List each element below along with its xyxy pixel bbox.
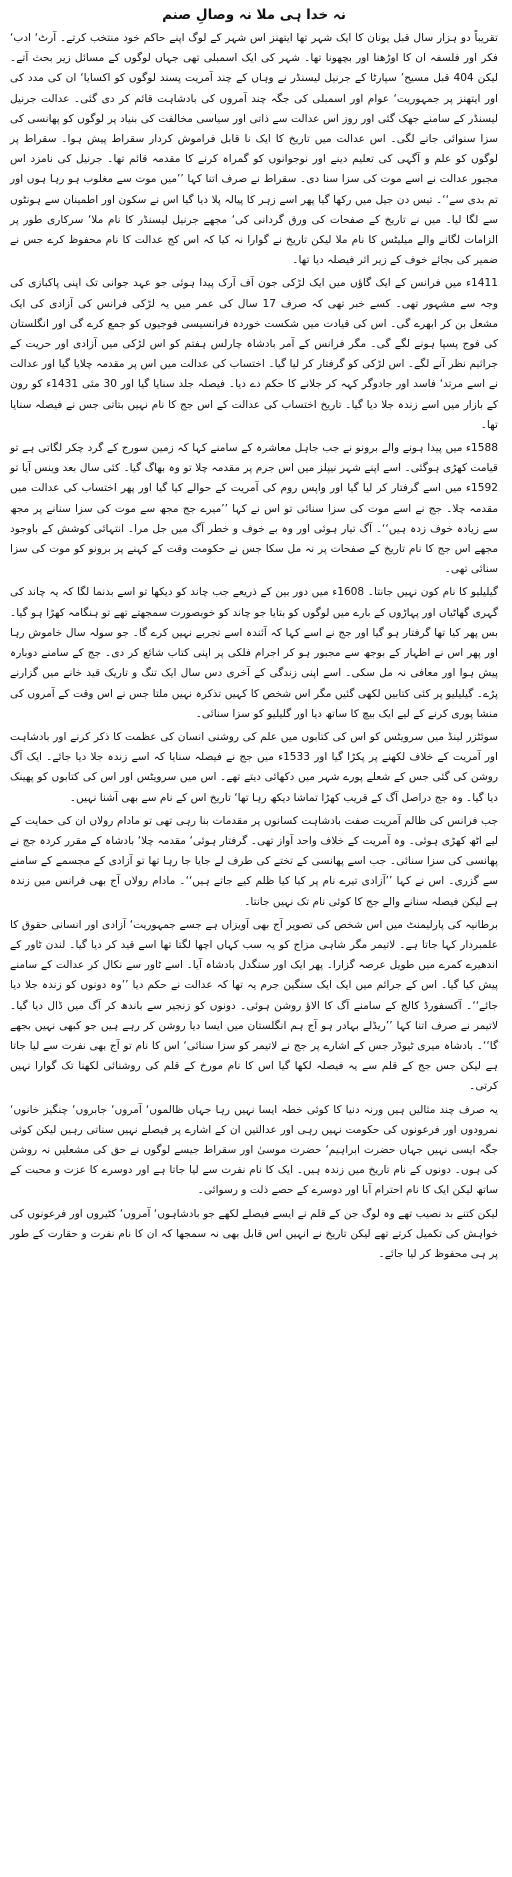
paragraph: برطانیہ کی پارلیمنٹ میں اس شخص کی تصویر آج بھی آویزاں ہے جسے جمہوریت‘ آزادی اور انسانی حقوق کا علمبردار کہا جاتا ہے۔ لاتیمر مگر شاہی مزاج کو یہ سب کہاں اچھا لگتا تھا اسے قید کر دیا گیا۔ لندن ٹاور کے اندھیرے کمرے میں طویل عرصہ گزارا۔ پھر ایک اور سنگدل بادشاہ آیا۔ اسے ٹاور سے نکال کر عدالت کے سامنے پیش کیا گیا۔ اس کے جرائم میں ایک ایک سنگین جرم یہ تھا کہ عدالت نے حکم دیا ’’وہ دونوں کو زندہ جلا دیا جائے‘‘۔ آکسفورڈ کالج کے سامنے آگ کا الاؤ روشن ہوئی۔ دونوں کو زنجیر سے باندھ کر آگ میں ڈال دیا گیا۔ لاتیمر نے صرف اتنا کہا ’’ریڈلے بہادر ہو آج ہم انگلستان میں ایسا دیا روشن کر رہے ہیں جو کبھی نہیں بجھے گا‘‘۔ بادشاہ میری ٹیوڈر جس کے اشارے پر جج نے لاتیمر کو سزا سنائی‘ اس کا نام تو آج بھی نفرت سے لیا جاتا ہے لیکن جس جج کے قلم سے یہ فیصلہ لکھا گیا اس کا نام مورخ کے قلم کی روشنائی لکھنا تک گوارا نہیں کرتی۔ bbox=[10, 918, 498, 1093]
paragraph: یہ صرف چند مثالیں ہیں ورنہ دنیا کا کوئی خطہ ایسا نہیں رہا جہاں ظالموں‘ آمروں‘ جابروں‘ چنگیز خانوں‘ نمرودوں اور فرعونوں کی حکومت نہیں رہی اور عدالتیں ان کے اشارے پر فیصلے نہیں سناتی رہیں لیکن کوئی جگہ ایسی نہیں جہاں حضرت ابراہیم‘ حضرت موسیٰ اور سقراط جیسے لوگوں نے حق کی مشعلیں نہ روشن کی ہوں۔ دونوں کے نام تاریخ میں زندہ ہیں۔ ایک کا نام نفرت سے لیا جاتا ہے اور دوسرے کا عزت و محبت کے ساتھ لیکن ایک کا نام احترام آبا اور دوسرے کے حصے ذلت و رسوائی۔ bbox=[10, 1103, 498, 1197]
paragraph: گیلیلیو کا نام کون نہیں جانتا۔ 1608ء میں دور بین کے ذریعے جب چاند کو دیکھا تو اسے بدنما لگا کہ یہ چاند کی گہری گھاٹیاں اور پہاڑوں کے بارے میں لوگوں کو بتایا جو چاند کو خوبصورت سمجھتے تھے تو ہنگامہ کھڑا ہو گیا۔ بس پھر کیا تھا گرفتار ہو گیا اور جج نے اسے کہا کہ آئندہ اسے تجربے نہیں کرے گا۔ جو سولہ سال خاموش رہا اور پھر اس نے اظہار کے بوجھ سے مجبور ہو کر اجرام فلکی پر اپنی کتاب شائع کر دی۔ جج کے سامنے دوبارہ پیش ہوا اور معافی نہ مل سکی۔ اسے اپنی زندگی کے آخری دس سال ایک تنگ و تاریک قید خانے میں گزارنے پڑے۔ گیلیلیو پر کئی کتابیں لکھی گئیں مگر اس شخص کا کہیں تذکرہ نہیں ملتا جس نے اس وقت کے آمروں کی منشا پوری کرنے کے لیے ایک بیچ کا ساتھ دیا اور گلیلیو کو سزا سنائی۔ bbox=[10, 586, 498, 720]
paragraph: لیکن کتنے بد نصیب تھے وہ لوگ جن کے قلم نے ایسے فیصلے لکھے جو بادشاہوں‘ آمروں‘ کٹیروں اور فرعونوں کی خواہش کی تکمیل کرتے تھے لیکن تاریخ نے انہیں اس قابل بھی نہ سمجھا کہ ان کا نام نفرت و حقارت کے طور پر ہی محفوظ کر لیا جائے۔ bbox=[10, 1207, 498, 1260]
paragraph: تقریباً دو ہزار سال قبل یونان کا ایک شہر تھا ایتھنز اس شہر کے لوگ اپنے حاکم خود منتخب کرتے۔ آرٹ‘ ادب‘ فکر اور فلسفہ ان کا اوڑھنا اور بچھونا تھا۔ شہر کی ایک اسمبلی تھی جہاں لوگوں کے مسائل زیر بحث آتے۔ لیکن 404 قبل مسیح’ سپارٹا کے جرنیل لیسنڈر نے وہاں کے چند آمریت پسند لوگوں کو اکسایا‘ ان کی مدد کی اور ایتھنز پر جمہوریت‘ عوام اور اسمبلی کی جگہ چند آمروں کی بادشاہت قائم کر دی گئی۔ عدالت جرنیل لیسنڈر کے سامنے جھک گئی اور روز اس عدالت سے ذاتی اور سیاسی مخالفت کی بنیاد پر لوگوں کو پھانسی کی سزا سنوائی جانے لگی۔ اس عدالت میں تاریخ کا ایک نا قابل فراموش کردار سقراط پیش ہوا۔ سقراط پر لوگوں کو علم و آگہی کی تعلیم دینے اور نوجوانوں کو گمراہ کرنے کا مقدمہ قائم تھا۔ جرنیل کی نامزد اس مجبور عدالت نے اسے موت کی سزا سنا دی۔ سقراط نے صرف اتنا کہا ’’میں موت سے مغلوب ہو رہا ہوں اور تم بدی سے‘‘۔ تیس دن جیل میں رکھا گیا پھر اسے زہر کا پیالہ پلا دیا گیا اس نے سکون اور اطمینان سے ہونٹوں سے لگا لیا۔ میں نے تاریخ کے صفحات کی ورق گردانی کی‘ مجھے جرنیل لیسنڈر کا نام ملا‘ سرکاری طور پر الزامات لگانے والے میلیٹس کا نام ملا لیکن تاریخ نے گوارا نہ کیا کہ اس کج عدالت کا نام محفوظ کرے جس نے ضمیر کی بجائے خوف کے زیر اثر فیصلہ دیا تھا۔ bbox=[10, 32, 498, 267]
article-body bbox=[10, 28, 498, 1264]
paragraph: جب فرانس کی ظالم آمریت صفت بادشاہت کسانوں پر مقدمات بنا رہی تھی تو مادام رولاں ان کی حمایت کے لیے اٹھ کھڑی ہوئی۔ وہ آمریت کے خلاف واحد آواز تھی۔ گرفتار ہوئی‘ مقدمہ چلا‘ بادشاہ کے مقرر کردہ جج نے پھانسی کی سزا سنائی۔ جب اسے پھانسی کے تختے کی طرف لے جایا جا رہا تھا تو آزادی کے مجسمے کے سامنے سے گزری۔ اس نے کہا ’’آزادی تیرے نام پر کیا کیا ظلم کیے جاتے ہیں‘‘۔ مادام رولاں آج بھی فرانس میں زندہ ہے لیکن فیصلہ سنانے والے جج کا کوئی نام تک نہیں جانتا۔ bbox=[10, 814, 498, 908]
paragraph: سوئٹزر لینڈ میں سرویٹس کو اس کی کتابوں میں علم کی روشنی انسان کی عظمت کا ذکر کرنے اور بادشاہت اور آمریت کے خلاف لکھنے پر پکڑا گیا اور 1533ء میں جج نے فیصلہ سنایا کہ اسے زندہ جلا دیا جائے۔ ایک آگ روشن کی گئی جس کے شعلے پورے شہر میں دکھائی دیتے تھے۔ اس میں سرویٹس اور اس کی کتابوں کو پھینک دیا گیا۔ وہ جج دراصل آگ کے قریب کھڑا تماشا دیکھ رہا تھا‘ تاریخ اس کے نام سے بھی آشنا نہیں۔ bbox=[10, 730, 498, 804]
paragraph: 1411ء میں فرانس کے ایک گاؤں میں ایک لڑکی جون آف آرک پیدا ہوئی جو عہد جوانی تک اپنی پاکبازی کی وجہ سے مشہور تھی۔ کسے خبر تھی کہ صرف 17 سال کی عمر میں یہ لڑکی فرانس کی آزادی کی ایک مشعل بن کر ابھرے گی۔ اس کی قیادت میں شکست خوردہ فرانسیسی فوجیوں کو جمع کرے گی اور انگلستان کی فوج پسپا ہونے لگے گی۔ مگر فرانس کے آمر بادشاہ چارلس ہفتم کو اس لڑکی میں آزادی اور حریت کے جراثیم نظر آنے لگے۔ اس لڑکی کو گرفتار کر لیا گیا۔ اختساب کی عدالت میں اس پر مقدمہ چلایا گیا اور عدالت نے اسے مرتد‘ فاسد اور جادوگر کہہ کر جلانے کا حکم دے دیا۔ فیصلہ جلد سنایا گیا اور 30 مئی 1431ء کو رون کے بازار میں اسے زندہ جلا دیا گیا۔ تاریخ اختساب کی عدالت کے اس جج کا نام نہیں بتاتی جس نے فیصلہ سنایا تھا۔ bbox=[10, 277, 499, 431]
paragraph: 1588ء میں پیدا ہونے والے برونو نے جب جاہل معاشرہ کے سامنے کہا کہ زمین سورج کے گرد چکر لگاتی ہے تو قیامت کھڑی ہوگئی۔ اسے اپنے شہر نیپلز میں اس جرم پر مقدمہ چلا تو وہ بھاگ گیا۔ کئی سال بعد وینس آیا تو 1592ء میں اسے گرفتار کر لیا گیا اور واپس روم کی آمریت کے حوالے کیا گیا اور پھر اختساب کی عدالت میں مقدمہ چلا۔ جج نے اسے موت کی سزا سنائی تو اس نے کہا ’’میرے جج مجھ سے موت کی سزا سنانے پر مجھ سے زیادہ خوف زدہ ہیں‘‘۔ آگ تیار ہوئی اور وہ بے خوف و خطر آگ میں جل مرا۔ انتہائی کوشش کے باوجود مجھے اس جج کا نام تاریخ کے صفحات پر نہ مل سکا جس نے حکومت وقت کے کہنے پر برونو کو موت کی سزا سنائی تھی۔ bbox=[10, 442, 498, 576]
article-title: نہ خدا ہی ملا نہ وصالِ صنم bbox=[162, 7, 346, 23]
